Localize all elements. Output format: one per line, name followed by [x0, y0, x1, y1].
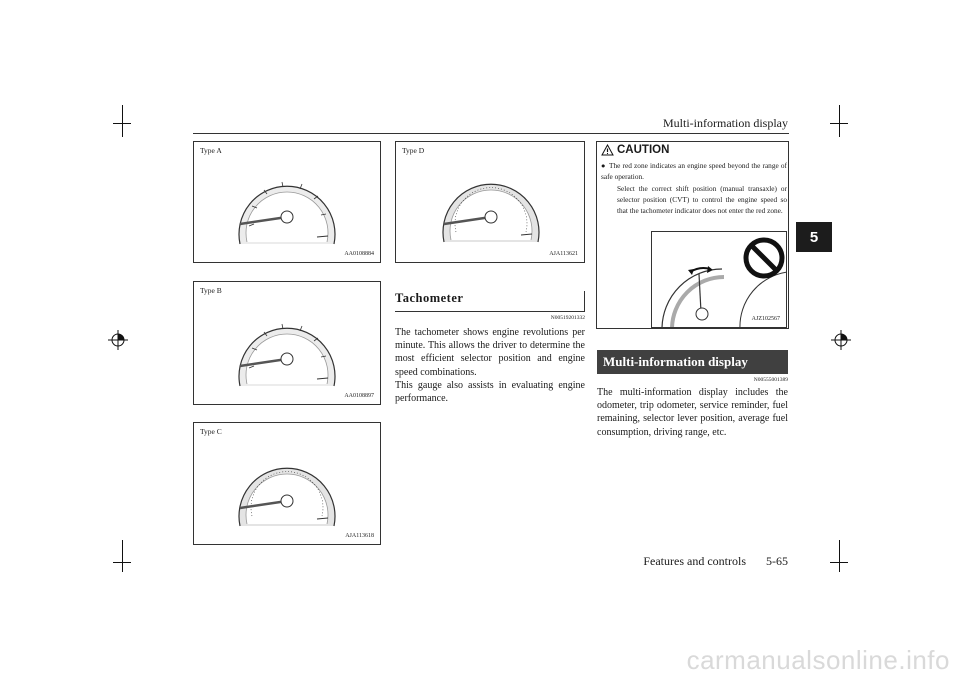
crop-mark-top-right-h	[830, 123, 848, 124]
tachometer-ref: N00519201332	[550, 315, 585, 321]
figure-label: Type C	[200, 427, 222, 436]
tachometer-gauge-icon	[232, 306, 342, 394]
crop-mark-top-right	[839, 105, 840, 137]
tachometer-gauge-icon	[232, 446, 342, 534]
heading-tick	[584, 291, 585, 311]
crop-mark-bottom-right	[839, 540, 840, 572]
caution-heading	[601, 144, 669, 156]
multi-info-ref: N00555001389	[753, 377, 788, 383]
red-zone-gauge-icon	[652, 232, 787, 328]
figure-type-c	[193, 422, 381, 545]
crop-mark-bottom-left	[122, 540, 123, 572]
figure-code: AJA113621	[549, 251, 578, 257]
figure-type-a	[193, 141, 381, 263]
crop-mark-bottom-right-h	[830, 562, 848, 563]
caution-figure	[651, 231, 787, 328]
figure-type-d	[395, 141, 585, 263]
bullet-icon: ●	[601, 161, 606, 170]
tachometer-heading	[395, 291, 585, 312]
caution-title: CAUTION	[617, 144, 670, 156]
caution-detail: Select the correct shift position (manual transaxle) or selector position (CVT) to control the engine speed so that the tachometer indicator does not enter the red zone.	[617, 183, 787, 216]
figure-code: AJA113618	[345, 533, 374, 539]
tachometer-body	[395, 326, 585, 405]
figure-label: Type A	[200, 146, 222, 155]
figure-label: Type B	[200, 286, 222, 295]
footer-page-number: 5-65	[766, 554, 788, 568]
figure-type-b	[193, 281, 381, 405]
registration-mark-right	[831, 330, 851, 350]
figure-code: AA0108884	[344, 251, 374, 257]
multi-info-heading: Multi-information display	[597, 350, 788, 374]
crop-mark-top-left-h	[113, 123, 131, 124]
page-header-title: Multi-information display	[663, 116, 788, 130]
caution-bullet: The red zone indicates an engine speed beyond the range of safe operation.	[601, 161, 787, 182]
figure-label: Type D	[402, 146, 425, 155]
figure-code: AA0108897	[344, 393, 374, 399]
tachometer-body-p2: This gauge also assists in evaluating engine performance.	[395, 379, 585, 405]
watermark: carmanualsonline.info	[686, 645, 950, 675]
tachometer-gauge-icon	[232, 164, 342, 252]
tachometer-heading-text: Tachometer	[395, 291, 464, 305]
footer-section: Features and controls	[643, 554, 746, 568]
figure-code: AJZ102567	[751, 316, 780, 322]
tachometer-gauge-icon	[436, 162, 546, 250]
crop-mark-bottom-left-h	[113, 562, 131, 563]
tachometer-body-p1: The tachometer shows engine revolutions per minute. This allows the driver to determine the most efficient selector position and engine speed combinations.	[395, 327, 585, 378]
registration-mark-left	[108, 330, 128, 350]
caution-text	[601, 160, 787, 216]
page-footer	[643, 554, 788, 569]
multi-info-body: The multi-information display includes the odometer, trip odometer, service reminder, fuel remaining, selector lever position, average fuel consumption, driving range, etc.	[597, 387, 788, 438]
header-rule	[193, 133, 789, 134]
crop-mark-top-left	[122, 105, 123, 137]
chapter-tab: 5	[796, 222, 832, 252]
warning-triangle-icon	[601, 144, 614, 156]
